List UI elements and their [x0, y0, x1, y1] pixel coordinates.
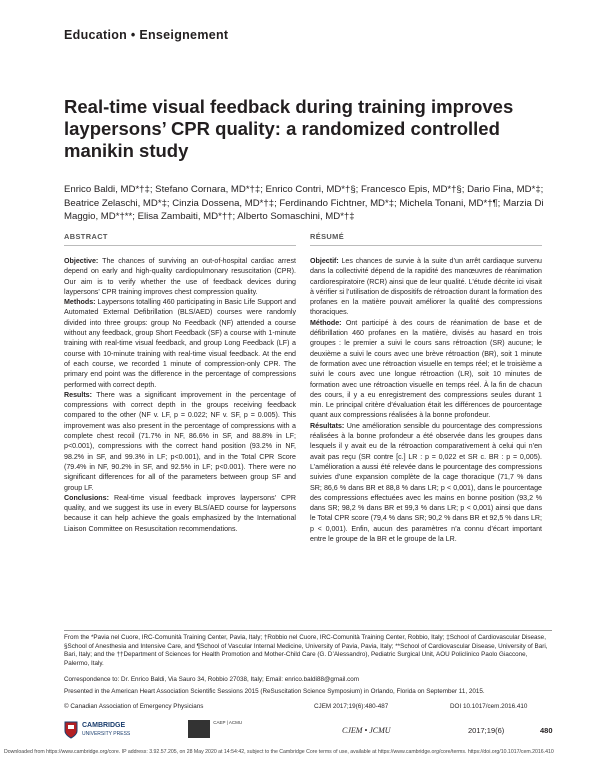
para-text: Ont participé à des cours de réanimation de base et de défibrillation 460 profanes en la matière, divisés au hasard en trois groupes : le premier a suivi le cours sans rétroaction (SR) aucune; le deuxième a suivi le cours avec une brève rétroaction (BR), soit 1 minute de formation avec une rétroaction visuelle en temps réel; et le troisième a suivi le cours avec une longue rétroaction (LR), soit 10 minutes de formation avec une rétroaction visuelle en temps réel. À la fin de chacun des cours, il y a eu enregistrement des compressions seules durant 1 min. Le principal critère d’évaluation était les différences de pourcentage quant aux compressions réalisées à la bonne profondeur.	[310, 318, 542, 420]
article-title: Real-time visual feedback during training improves laypersons’ CPR quality: a randomized controlled manikin study	[64, 96, 514, 161]
journal-citation: CJEM 2017;19(6):480-487	[314, 703, 389, 710]
para-label: Objectif:	[310, 257, 339, 265]
cambridge-wordmark	[82, 722, 130, 738]
page-number: 480	[540, 726, 553, 735]
para-label: Conclusions:	[64, 493, 109, 502]
para-label: Objective:	[64, 257, 99, 265]
abstract-results	[64, 390, 296, 493]
caep-logo	[188, 720, 248, 740]
resume-methode	[310, 318, 542, 421]
para-text: Real-time visual feedback improves laypersons’ CPR quality, and we suggest its use in every BLS/AED course for laypersons because it can help achieve the goals emphasized by the International Liaison Committee on Resuscitation recommendations.	[64, 493, 296, 533]
para-text: Une amélioration sensible du pourcentage des compressions réalisées à la bonne profondeur a été observée dans les groupes dans lesquels il y avait eu de la rétroaction comparativement à celui qui n’en avait pas reçu (SR contre [c.] LR : p = 0,022 et SR c. BR : p = 0,005). L’amélioration a aussi été relevée dans le pourcentage des compressions suivies d’une expansion complète de la cage thoracique (71,7 % dans SR; 86,6 % dans BR et 88,8 % dans LR; p < 0,001), dans le pourcentage des compressions effectuées avec les mains en bonne position (93,2 % dans SR; 98,2 % dans BR et 99,3 % dans LR; p < 0,001) ainsi que dans le Total CPR score (79,4 % dans SR; 90,2 % dans BR et 92,5 % dans LR; p < 0,001). Enfin, aucun des paramètres n’a connu d’écart important entre le groupe de la BR et le groupe de la LR.	[310, 421, 542, 544]
publisher-subname: UNIVERSITY PRESS	[82, 731, 131, 737]
section-header: Education • Enseignement	[64, 28, 229, 42]
footer-divider	[64, 630, 552, 631]
para-label: Résultats:	[310, 421, 345, 430]
para-label: Methods:	[64, 298, 96, 307]
presentation-footnote: Presented in the American Heart Association Scientific Sessions 2015 (ReSuscitation Science Symposium) in Orlando, Florida on September 11, 2015.	[64, 688, 485, 695]
para-text: Laypersons totalling 460 participating in Basic Life Support and Automated External Defibrillation (BLS/AED) courses were randomly divided into three groups: group No Feedback (NF) attended a course without any feedback, group Short Feedback (SF) a course with 1-minute training with real-time visual feedback, and group Long Feedback (LF) a course with 10-minute training with real-time visual feedback. At the end of each course, we recorded 1 minute of compression-only CPR. The primary end point was the difference in the percentage of compressions performed with correct depth.	[64, 298, 296, 389]
para-label: Méthode:	[310, 318, 342, 327]
abstract-methods	[64, 297, 296, 390]
partner-name: CAEP | ACMU	[213, 720, 243, 725]
copyright-text: © Canadian Association of Emergency Physicians	[64, 703, 204, 710]
publisher-bar	[64, 720, 554, 742]
cambridge-logo	[64, 720, 134, 742]
para-text: The chances of surviving an out-of-hospital cardiac arrest depend on early and high-quality cardiopulmonary resuscitation (CPR). Our aim is to verify whether the use of feedback devices during laypersons’ CPR training improves chest compression quality.	[64, 257, 296, 296]
cambridge-shield-icon	[64, 721, 78, 739]
resume-objectif	[310, 256, 542, 318]
abstract-column	[64, 232, 296, 534]
journal-name: CJEM • JCMU	[342, 726, 391, 735]
issue-number: 2017;19(6)	[468, 726, 505, 735]
caep-mark-icon	[188, 720, 210, 738]
download-notice: Downloaded from https://www.cambridge.org/core. IP address: 3.92.57.205, on 28 May 2020 at 14:54:42, subject to the Cambridge Core terms of use, available at https://www.cambridge.org/core/terms. https://doi.org/10.1017/cem.2016.410	[4, 749, 554, 755]
para-label: Results:	[64, 390, 92, 399]
resume-heading: RÉSUMÉ	[310, 232, 542, 246]
doi-text[interactable]: DOI 10.1017/cem.2016.410	[450, 703, 528, 710]
author-list: Enrico Baldi, MD*†‡; Stefano Cornara, MD*†‡; Enrico Contri, MD*†§; Francesco Epis, MD*†§; Dario Fina, MD*‡; Beatrice Zelaschi, MD*‡; Cinzia Dossena, MD*†‡; Ferdinando Fichtner, MD*‡; Michela Tonani, MD*†¶; Marzia Di Maggio, MD*†**; Elisa Zambaiti, MD*††; Alberto Somaschini, MD*†‡	[64, 184, 544, 223]
para-text: Les chances de survie à la suite d’un arrêt cardiaque survenu dans la collectivité dépend de la rapidité des manœuvres de réanimation cardiorespiratoire (RCR) ainsi que de leur qualité. L’étude décrite ici visait à vérifier si l’utilisation de dispositifs de rétroaction durant la formation des profanes en la matière pouvait améliorer la qualité des compressions thoraciques.	[310, 257, 542, 317]
citation-row	[64, 703, 554, 712]
resume-column	[310, 232, 542, 544]
resume-resultats	[310, 421, 542, 545]
correspondence-footnote: Correspondence to: Dr. Enrico Baldi, Via Sauro 34, Robbio 27038, Italy; Email: enrico.baldi88@gmail.com	[64, 676, 360, 683]
publisher-name: CAMBRIDGE	[82, 722, 126, 729]
abstract-objective	[64, 256, 296, 297]
para-text: There was a significant improvement in the percentage of compressions with correct depth in the groups receiving feedback compared to the other (NF v. LF, p = 0.022; NF v. SF, p = 0.005). This improvement was also present in the percentage of compressions with a complete chest recoil (71.7% in NF, 86.6% in SF, and 88.8% in LF; p<0.001), compressions with the correct hand position (93.2% in NF, 98.2% in SF, and 99.3% in LF; p<0.001), and in the Total CPR Score (79.4% in NF, 90.2% in SF, and 92.5% in LF; p<0.001). There were no significant differences for all of the parameters between group SF and group LF.	[64, 390, 296, 492]
abstract-heading: ABSTRACT	[64, 232, 296, 246]
abstract-conclusions	[64, 493, 296, 534]
affiliations-footnote: From the *Pavia nel Cuore, IRC-Comunità Training Center, Pavia, Italy; †Robbio nel Cuore, IRC-Comunità Training Center, Robbio, Italy; ‡School of Cardiovascular Disease, §School of Anesthesia and Intensive Care, and ¶School of Vascular Internal Medicine, University of Pavia, Pavia, Italy; **School of Cardiovascular Disease, University of Bari, Bari, Italy; and the ††Department of Sciences for Health Promotion and Mother-Child Care (G. D’Alessandro), Pediatric Surgical Unit, AOU Policlinico Paolo Giaccone, Palermo, Italy.	[64, 634, 548, 667]
